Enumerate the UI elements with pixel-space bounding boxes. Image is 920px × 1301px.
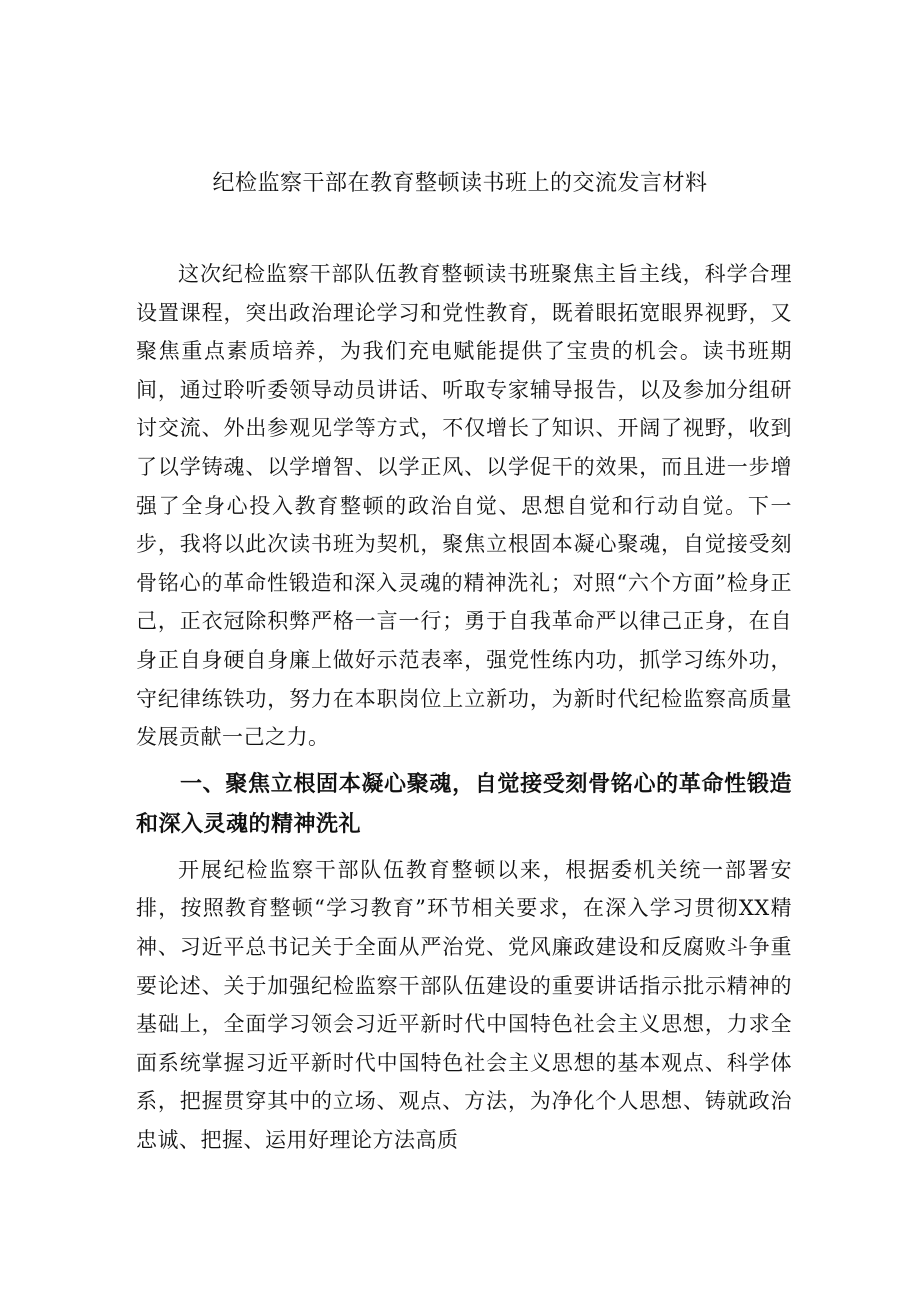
- document-title: 纪检监察干部在教育整顿读书班上的交流发言材料: [212, 171, 708, 196]
- section-heading: 一、聚焦立根固本凝心聚魂，自觉接受刻骨铭心的革命性锻造和深入灵魂的精神洗礼: [136, 771, 792, 837]
- intro-paragraph: 这次纪检监察干部队伍教育整顿读书班聚焦主旨主线，科学合理设置课程，突出政治理论学习和党性教育，既着眼拓宽眼界视野，又聚焦重点素质培养，为我们充电赋能提供了宝贵的机会。读书班期间，通过聆听委领导动员讲话、听取专家辅导报告，以及参加分组研讨交流、外出参观见学等方式，不仅增长了知识、开阔了视野，收到了以学铸魂、以学增智、以学正风、以学促干的效果，而且进一步增强了全身心投入教育整顿的政治自觉、思想自觉和行动自觉。下一步，我将以此次读书班为契机，聚焦立根固本凝心聚魂，自觉接受刻骨铭心的革命性锻造和深入灵魂的精神洗礼；对照“六个方面”检身正己，正衣冠除积弊严格一言一行；勇于自我革命严以律己正身，在自身正自身硬自身廉上做好示范表率，强党性练内功，抓学习练外功，守纪律练铁功，努力在本职岗位上立新功，为新时代纪检监察高质量发展贡献一己之力。: [136, 262, 792, 750]
- document-body: [136, 255, 792, 1159]
- section-paragraph: 开展纪检监察干部队伍教育整顿以来，根据委机关统一部署安排，按照教育整顿“学习教育”环节相关要求，在深入学习贯彻XX精神、习近平总书记关于全面从严治党、党风廉政建设和反腐败斗争重要论述、关于加强纪检监察干部队伍建设的重要讲话指示批示精神的基础上，全面学习领会习近平新时代中国特色社会主义思想，力求全面系统掌握习近平新时代中国特色社会主义思想的基本观点、科学体系，把握贯穿其中的立场、观点、方法，为净化个人思想、铸就政治忠诚、把握、运用好理论方法高质: [136, 857, 792, 1152]
